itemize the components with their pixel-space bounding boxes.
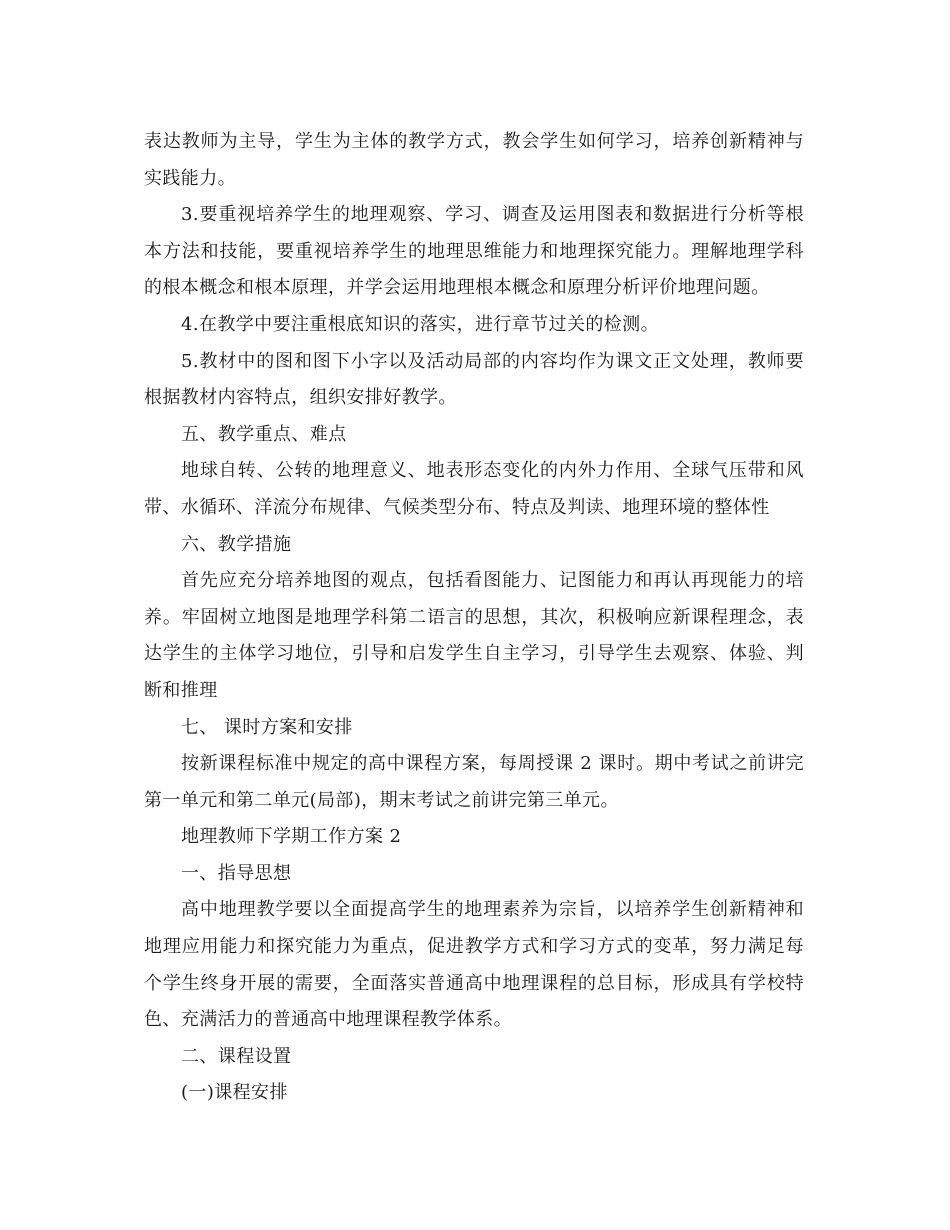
document-subtitle: 地理教师下学期工作方案 2 xyxy=(181,826,402,848)
paragraph-key-points: 地球自转、公转的地理意义、地表形态变化的内外力作用、全球气压带和风带、水循环、洋流分布规律、气候类型分布、特点及判读、地理环境的整体性 xyxy=(144,460,804,518)
paragraph-item-4: 4.在教学中要注重根底知识的落实，进行章节过关的检测。 xyxy=(181,313,659,335)
paragraph-measures: 首先应充分培养地图的观点，包括看图能力、记图能力和再认再现能力的培养。牢固树立地图是地理学科第二语言的思想，其次，积极响应新课程理念，表达学生的主体学习地位，引导和启发学生自主学习，引导学生去观察、体验、判断和推理 xyxy=(144,570,804,701)
section-heading-curriculum: 二、课程设置 xyxy=(181,1045,292,1067)
paragraph-guiding-ideas: 高中地理教学要以全面提高学生的地理素养为宗旨，以培养学生创新精神和地理应用能力和探究能力为重点，促进教学方式和学习方式的变革，努力满足每个学生终身开展的需要，全面落实普通高中地理课程的总目标，形成具有学校特色、充满活力的普通高中地理课程教学体系。 xyxy=(144,899,804,1031)
section-heading-measures: 六、教学措施 xyxy=(181,533,292,555)
document-body xyxy=(144,124,804,1112)
section-heading-guiding-ideas: 一、指导思想 xyxy=(181,862,292,884)
paragraph-continuation: 表达教师为主导，学生为主体的教学方式，教会学生如何学习，培养创新精神与实践能力。 xyxy=(144,131,804,189)
section-heading-key-points: 五、教学重点、难点 xyxy=(181,423,347,445)
paragraph-schedule: 按新课程标准中规定的高中课程方案，每周授课 2 课时。期中考试之前讲完第一单元和第二单元(局部)，期末考试之前讲完第三单元。 xyxy=(144,753,804,811)
subsection-heading-arrangement: (一)课程安排 xyxy=(181,1082,288,1104)
paragraph-item-3: 3.要重视培养学生的地理观察、学习、调查及运用图表和数据进行分析等根本方法和技能，要重视培养学生的地理思维能力和地理探究能力。理解地理学科的根本概念和根本原理，并学会运用地理根本概念和原理分析评价地理问题。 xyxy=(144,204,804,299)
paragraph-item-5: 5.教材中的图和图下小字以及活动局部的内容均作为课文正文处理，教师要根据教材内容特点，组织安排好教学。 xyxy=(144,350,804,409)
section-heading-schedule: 七、 课时方案和安排 xyxy=(181,716,353,738)
